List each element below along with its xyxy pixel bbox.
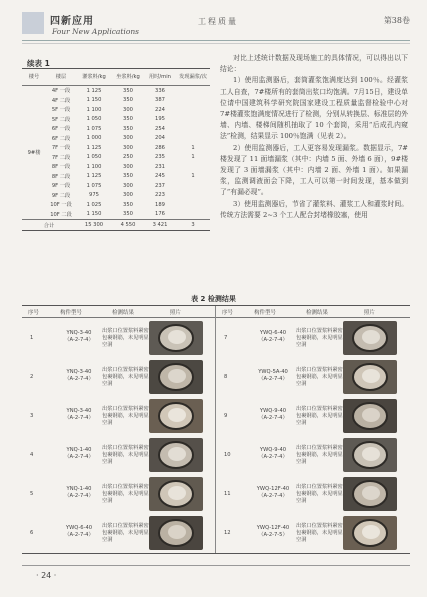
inspection-result: 出浆口位置浆料紧密包裹钢筋，未见明显空洞 (296, 406, 343, 426)
table1-cell: 1 075 (86, 125, 102, 132)
paragraph-conclusion-3: 3）使用监测器后，节省了灌浆料、灌浆工人和灌浆时间。传统方法需要 2~3 个工人配合封堵橡胶塞，使用 (220, 199, 408, 219)
table1-col-header: 楼号 (22, 69, 46, 86)
inspection-result: 出浆口位置浆料紧密包裹钢筋，未见明显空洞 (296, 367, 343, 387)
col-code: 构件型号 (60, 310, 83, 316)
component-model: YNQ-3-40 (66, 408, 92, 414)
result-row (216, 319, 409, 358)
table1-cell: 4F 二段 (51, 97, 71, 104)
component-model: YNQ-3-40 (66, 330, 92, 336)
page-number: · 24 · (36, 571, 57, 580)
table1-cell: 224 (155, 106, 165, 113)
table1-col-header: 灌浆料/kg (76, 69, 112, 86)
result-row (22, 397, 215, 436)
row-number: 6 (30, 530, 34, 536)
table1-cell: 350 (123, 211, 133, 218)
inspection-result: 出浆口位置浆料紧密包裹钢筋，未见明显空洞 (102, 445, 149, 465)
component-model: YNQ-1-40 (66, 486, 92, 492)
component-location: （A-2-7-4） (258, 376, 288, 382)
table1-col-header: 用时/min (144, 69, 176, 86)
body-text (220, 53, 408, 221)
component-code (250, 447, 296, 461)
table1-cell: 5F 一段 (51, 107, 71, 114)
table1-cell (176, 115, 210, 125)
inspection-result: 出浆口位置浆料紧密包裹钢筋，未见明显空洞 (296, 328, 343, 348)
row-number: 12 (224, 530, 231, 536)
table1-cell: 300 (123, 144, 133, 151)
table1-cell (176, 200, 210, 210)
table1-cell: 231 (155, 163, 165, 170)
table1-row (22, 124, 210, 134)
table1-cell: 350 (123, 87, 133, 94)
col-no-right: 序号 (222, 310, 234, 316)
table1-cell: 223 (155, 192, 165, 199)
table1-row (22, 105, 210, 115)
table1-row (22, 210, 210, 220)
table2-caption: 表 2 检测结果 (191, 295, 236, 303)
inspection-result: 出浆口位置浆料紧密包裹钢筋，未见明显空洞 (296, 445, 343, 465)
col-result-right: 检测结果 (306, 310, 329, 316)
table1-row (22, 162, 210, 172)
table1-cell: 9F 二段 (51, 192, 71, 199)
component-code (250, 486, 296, 500)
table1-cell: 6F 二段 (51, 135, 71, 142)
result-row (216, 436, 409, 475)
borescope-photo (149, 321, 203, 355)
table1-col-header: 坐浆料/kg (112, 69, 144, 86)
table1-total-cell: 3 421 (144, 220, 176, 231)
row-number: 11 (224, 491, 231, 497)
table1-cell: 8F 一段 (51, 164, 71, 171)
component-location: （A-2-7-4） (64, 454, 94, 460)
component-location: （A-2-7-5） (258, 532, 288, 538)
component-model: YNQ-3-40 (66, 369, 92, 375)
table1-cell: 350 (123, 116, 133, 123)
inspection-result: 出浆口位置浆料紧密包裹钢筋，未见明显空洞 (102, 367, 149, 387)
table1-cell: 6F 一段 (51, 126, 71, 133)
inspection-result: 出浆口位置浆料紧密包裹钢筋，未见明显空洞 (102, 484, 149, 504)
table1-total-cell: 15 300 (76, 220, 112, 231)
table1-cell: 300 (123, 192, 133, 199)
table1-caption: 续表 1 (27, 59, 50, 68)
paragraph-conclusion-2: 2）使用监测器后，工人更容易发现漏浆。数据显示，7#楼发现了 11 面墙漏浆（其中：内墙 5 面、外墙 6 面），9#楼发现了 3 面墙漏浆（其中：内墙 2 面、外墙 1 面）。如果漏浆，监测调液面会下降，工人可以第一时间发现，基本做到了“有漏必现”。 (220, 143, 408, 197)
result-row (22, 319, 215, 358)
table1-row (22, 172, 210, 182)
inspection-result: 出浆口位置浆料紧密包裹钢筋，未见明显空洞 (102, 523, 149, 543)
table1-cell: 300 (123, 106, 133, 113)
table1-cell: 1 100 (86, 106, 102, 113)
table1-cell: 1 050 (86, 154, 102, 161)
inspection-result: 出浆口位置浆料紧密包裹钢筋，未见明显空洞 (102, 328, 149, 348)
borescope-photo (343, 516, 397, 550)
volume-number: 第38卷 (383, 16, 410, 25)
table1-cell: 10F 二段 (50, 211, 72, 218)
component-code (56, 486, 102, 500)
grouting-stats-table (22, 68, 210, 231)
row-number: 10 (224, 452, 231, 458)
component-location: （A-2-7-4） (64, 337, 94, 343)
inspection-result: 出浆口位置浆料紧密包裹钢筋，未见明显空洞 (296, 523, 343, 543)
table1-cell (176, 181, 210, 191)
table1-cell: 9F 一段 (51, 183, 71, 190)
table1-cell: 1 000 (86, 135, 102, 142)
section-subtitle: Four New Applications (52, 27, 140, 36)
section-logo-block (22, 12, 44, 34)
table1-row (22, 153, 210, 163)
component-code (56, 330, 102, 344)
component-model: YWQ-12F-40 (256, 486, 290, 492)
table1-cell: 8F 二段 (51, 173, 71, 180)
table1-cell: 1 125 (86, 144, 102, 151)
component-location: （A-2-7-4） (258, 415, 288, 421)
table1-total-row (22, 220, 210, 231)
table1-cell (176, 105, 210, 115)
table2-header (22, 306, 410, 318)
result-row (216, 358, 409, 397)
table1-cell: 1 075 (86, 182, 102, 189)
component-code (250, 408, 296, 422)
row-number: 9 (224, 413, 228, 419)
table1-row (22, 143, 210, 153)
col-code-right: 构件型号 (254, 310, 277, 316)
table1-cell: 300 (123, 135, 133, 142)
table1-row (22, 191, 210, 201)
component-code (250, 525, 296, 539)
table1-total-cell: 合计 (22, 220, 76, 231)
component-code (56, 447, 102, 461)
result-row (216, 475, 409, 514)
component-location: （A-2-7-4） (258, 337, 288, 343)
table1-cell: 1 (191, 154, 195, 161)
inspection-result: 出浆口位置浆料紧密包裹钢筋，未见明显空洞 (296, 484, 343, 504)
table1-cell: 176 (155, 211, 165, 218)
table1-col-header: 发现漏浆/次 (176, 69, 210, 86)
table1-cell: 1 (191, 173, 195, 180)
borescope-photo (149, 477, 203, 511)
paragraph-conclusion-1: 1）使用监测器后，套筒灌浆饱满度达到 100％。经灌浆工人自查，7#楼所有的套筒出浆口均饱满。7月15日，建设单位请中国建筑科学研究院国家建设工程质量监督检验中心对 7#楼灌浆饱满度情况进行了检测，分别从转换层、标准层的外墙、内墙、楼梯间随机抽取了 10 个套筒，采用“后成孔内窥法”检测，结果显示 100％饱满（见表 2）。 (220, 76, 408, 141)
table1-cell: 1 125 (86, 173, 102, 180)
component-location: （A-2-7-4） (64, 415, 94, 421)
component-model: YNQ-1-40 (66, 447, 92, 453)
table1-cell: 7F 一段 (51, 145, 71, 152)
table1-row (22, 115, 210, 125)
inspection-result: 出浆口位置浆料紧密包裹钢筋，未见明显空洞 (102, 406, 149, 426)
table1-cell (176, 96, 210, 106)
component-model: YWQ-5A-40 (258, 369, 288, 375)
component-code (250, 330, 296, 344)
table1-cell: 1 100 (86, 163, 102, 170)
table1-cell: 195 (155, 116, 165, 123)
table1-row (22, 200, 210, 210)
table1-cell: 189 (155, 201, 165, 208)
result-row (216, 514, 409, 553)
result-row (22, 358, 215, 397)
component-model: YWQ-6-40 (65, 525, 93, 531)
borescope-photo (343, 438, 397, 472)
component-code (250, 369, 296, 383)
borescope-photo (149, 438, 203, 472)
table1-cell: 204 (155, 135, 165, 142)
table1-cell: 350 (123, 173, 133, 180)
table1-cell: 5F 二段 (51, 116, 71, 123)
table1-cell: 1 050 (86, 116, 102, 123)
component-model: YWQ-12F-40 (256, 525, 290, 531)
borescope-photo (149, 399, 203, 433)
table1-row (22, 181, 210, 191)
borescope-photo (343, 399, 397, 433)
table1-row (22, 134, 210, 144)
component-location: （A-2-7-4） (64, 376, 94, 382)
table1-cell: 1 (191, 144, 195, 151)
borescope-photo (343, 477, 397, 511)
inspection-results-table (22, 305, 410, 554)
component-model: YWQ-9-40 (259, 408, 287, 414)
table1-cell: 254 (155, 125, 165, 132)
component-code (56, 369, 102, 383)
col-no: 序号 (28, 310, 40, 316)
result-row (216, 397, 409, 436)
table1-cell: 4F 一段 (51, 88, 71, 95)
paragraph-intro: 对比上述统计数据及现场施工的具体情况，可以得出以下结论： (220, 54, 408, 74)
table1-row (22, 96, 210, 106)
row-number: 1 (30, 335, 34, 341)
footer-rule (22, 565, 410, 566)
component-location: （A-2-7-4） (258, 454, 288, 460)
table1-total-cell: 4 550 (112, 220, 144, 231)
row-number: 8 (224, 374, 228, 380)
table1-cell: 1 025 (86, 201, 102, 208)
table1-cell (176, 124, 210, 134)
col-photo-right: 照片 (364, 310, 376, 316)
table1-cell (176, 134, 210, 144)
table1-cell: 387 (155, 97, 165, 104)
header-rule (22, 40, 410, 41)
table1-cell: 250 (123, 154, 133, 161)
component-model: YWQ-9-40 (259, 447, 287, 453)
table1-cell: 10F 一段 (50, 202, 72, 209)
table1-cell (176, 86, 210, 96)
table1-cell (176, 162, 210, 172)
component-code (56, 525, 102, 539)
table1-cell: 286 (155, 144, 165, 151)
table1-cell: 235 (155, 154, 165, 161)
col-photo: 照片 (170, 310, 182, 316)
borescope-photo (149, 516, 203, 550)
table1-cell: 350 (123, 125, 133, 132)
table1-cell (176, 191, 210, 201)
result-row (22, 436, 215, 475)
table1-cell: 7F 二段 (51, 154, 71, 161)
table1-cell: 350 (123, 97, 133, 104)
borescope-photo (149, 360, 203, 394)
row-number: 5 (30, 491, 34, 497)
page-header (22, 10, 410, 48)
building-cell: 9#楼 (27, 150, 41, 156)
table1-cell: 245 (155, 173, 165, 180)
table1-cell: 350 (123, 201, 133, 208)
table1-cell: 1 150 (86, 97, 102, 104)
table1-cell (176, 210, 210, 220)
row-number: 3 (30, 413, 34, 419)
component-location: （A-2-7-4） (64, 532, 94, 538)
table1-cell: 1 125 (86, 87, 102, 94)
component-location: （A-2-7-4） (64, 493, 94, 499)
row-number: 7 (224, 335, 228, 341)
table1-total-cell: 3 (176, 220, 210, 231)
borescope-photo (343, 360, 397, 394)
result-row (22, 475, 215, 514)
header-rule-thin (22, 43, 410, 44)
component-code (56, 408, 102, 422)
journal-name: 工程质量 (198, 17, 238, 26)
table1-cell: 300 (123, 182, 133, 189)
table1-row (22, 86, 210, 96)
component-location: （A-2-7-4） (258, 493, 288, 499)
table1-cell: 237 (155, 182, 165, 189)
table1-col-header: 楼层 (46, 69, 76, 86)
row-number: 2 (30, 374, 34, 380)
row-number: 4 (30, 452, 34, 458)
table1-cell: 1 150 (86, 211, 102, 218)
col-result: 检测结果 (112, 310, 135, 316)
table1-cell: 975 (89, 192, 99, 199)
component-model: YWQ-6-40 (259, 330, 287, 336)
result-row (22, 514, 215, 553)
section-title: 四新应用 (50, 16, 94, 27)
borescope-photo (343, 321, 397, 355)
table1-cell: 300 (123, 163, 133, 170)
table1-cell: 336 (155, 87, 165, 94)
